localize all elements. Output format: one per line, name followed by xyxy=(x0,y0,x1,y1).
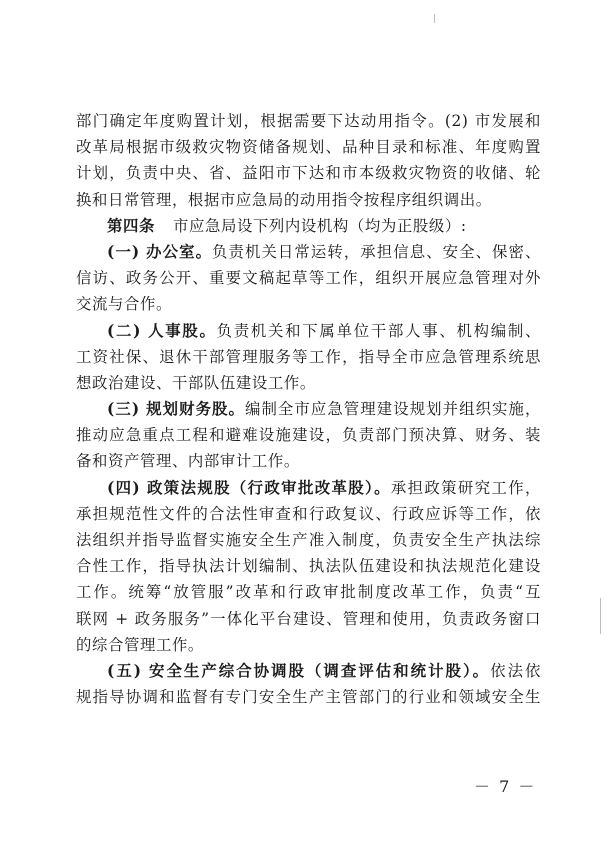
body-line: 部门确定年度购置计划，根据需要下达动用指令。(2) 市发展和 xyxy=(76,112,541,130)
section-line: 工作。统筹“放管服”改革和行政审批制度改革工作，负责“互 xyxy=(76,583,541,602)
section-text: 编制全市应急管理建设规划并组织实施， xyxy=(244,400,541,419)
section-first-line xyxy=(76,658,541,684)
page-number: － 7 － xyxy=(474,777,537,796)
section-line: 法组织并指导监督实施安全生产准入制度，负责安全生产执法综 xyxy=(76,531,541,549)
article-heading: 第四条 xyxy=(107,216,155,235)
scan-mark-right xyxy=(600,598,601,634)
section-first-line xyxy=(76,396,541,422)
section-line: 工资社保、退休干部管理服务等工作，指导全市应急管理系统思 xyxy=(76,347,541,366)
section-text: 负责机关和下属单位干部人事、机构编制、 xyxy=(216,321,541,340)
section-text: 依法依 xyxy=(490,661,541,680)
section-line: 想政治建设、干部队伍建设工作。 xyxy=(76,373,316,392)
section-title: (五) 安全生产综合协调股（调查评估和统计股）。 xyxy=(107,661,491,680)
section-line: 信访、政务公开、重要文稿起草等工作，组织开展应急管理对外 xyxy=(76,269,541,288)
document-body xyxy=(76,108,541,710)
section-line: 联网 + 政务服务”一体化平台建设、管理和使用，负责政务窗口 xyxy=(76,609,541,628)
section-title: (一) 办公室。 xyxy=(107,242,213,261)
body-line: 计划，负责中央、省、益阳市下达和市本级救灾物资的收储、轮 xyxy=(76,164,541,183)
section-first-line xyxy=(76,475,541,501)
section-title: (四) 政策法规股（行政审批改革股）。 xyxy=(107,478,391,497)
article-line xyxy=(76,213,541,239)
body-line: 改革局根据市级救灾物资储备规划、品种目录和标准、年度购置 xyxy=(76,138,541,157)
scan-mark-top xyxy=(434,14,435,23)
section-line: 备和资产管理、内部审计工作。 xyxy=(76,452,300,471)
section-text: 负责机关日常运转，承担信息、安全、保密、 xyxy=(212,242,541,261)
section-title: (三) 规划财务股。 xyxy=(107,400,245,419)
section-line: 的综合管理工作。 xyxy=(76,635,204,654)
body-line: 换和日常管理，根据市应急局的动用指令按程序组织调出。 xyxy=(76,190,492,209)
section-first-line xyxy=(76,318,541,344)
section-title: (二) 人事股。 xyxy=(107,321,217,340)
section-line: 推动应急重点工程和避难设施建设，负责部门预决算、财务、装 xyxy=(76,426,541,445)
section-line: 交流与合作。 xyxy=(76,295,172,314)
section-line: 规指导协调和监督有专门安全生产主管部门的行业和领域安全生 xyxy=(76,688,541,707)
section-text: 承担政策研究工作， xyxy=(390,478,541,497)
article-text: 市应急局设下列内设机构（均为正股级）: xyxy=(172,216,467,235)
section-first-line xyxy=(76,239,541,265)
section-line: 合性工作，指导执法计划编制、执法队伍建设和执法规范化建设 xyxy=(76,557,541,576)
section-line: 承担规范性文件的合法性审查和行政复议、行政应诉等工作，依 xyxy=(76,504,541,523)
